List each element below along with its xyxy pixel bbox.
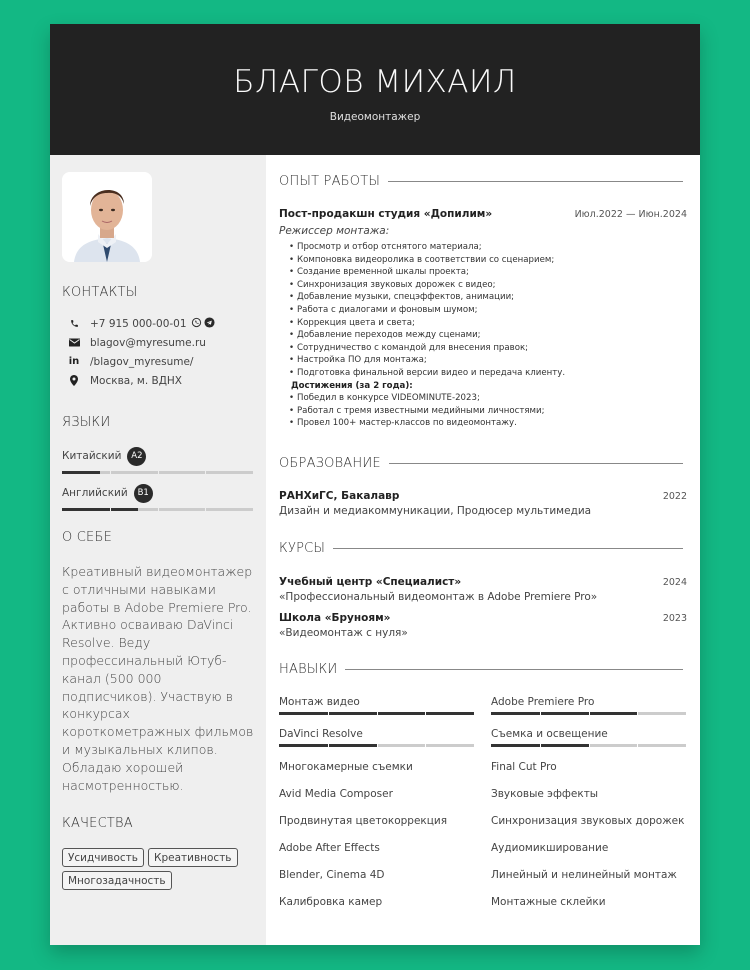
language-level-badge: A2 [127,447,146,466]
rated-skills-grid [279,696,687,747]
job-company: Пост-продакшн студия «Допилим» [279,208,493,220]
candidate-name: БЛАГОВ МИХАИЛ [233,64,517,100]
list-item: • Работал с тремя известными медийными личностями; [279,405,687,418]
list-item: • Настройка ПО для монтажа; [279,354,687,367]
skill-item: Blender, Cinema 4D [279,868,385,881]
phone-icon [66,319,82,328]
course-year: 2023 [662,612,687,624]
courses-heading: КУРСЫ [279,541,687,556]
quality-tag: Многозадачность [62,871,172,890]
skill-progress-bar [491,712,686,715]
contact-linkedin [62,352,254,371]
qualities-heading: КАЧЕСТВА [62,816,133,832]
list-item: • Создание временной шкалы проекта; [279,266,687,279]
quality-tag: Усидчивость [62,848,144,867]
skill-item [491,728,686,747]
course-institution: Учебный центр «Специалист» [279,575,462,588]
about-heading: О СЕБЕ [62,530,112,545]
skill-item: Многокамерные съемки [279,760,413,773]
course-details: «Видеомонтаж с нуля» [279,626,408,639]
contact-phone-text[interactable]: +7 915 000-00-01 [90,317,187,330]
list-item: • Победил в конкурсе VIDEOMINUTE-2023; [279,392,687,405]
job-entry [279,208,687,430]
skill-item: Звуковые эффекты [491,787,599,800]
skill-progress-bar [279,744,474,747]
quality-tag: Креативность [148,848,238,867]
plain-skills-grid [279,760,687,922]
list-item: • Работа с диалогами и фоновым шумом; [279,304,687,317]
list-item: • Провел 100+ мастер-классов по видеомонтажу. [279,417,687,430]
language-name: Китайский [62,450,122,462]
contact-linkedin-text[interactable]: /blagov_myresume/ [90,355,194,368]
skill-name: DaVinci Resolve [279,727,363,740]
achievements-heading: Достижения (за 2 года): [291,380,413,391]
education-institution: РАНХиГС, Бакалавр [279,489,400,502]
course-entry [279,612,687,639]
list-item: • Добавление музыки, спецэффектов, анимации; [279,291,687,304]
contact-location-text: Москва, м. ВДНХ [90,374,182,387]
experience-heading: ОПЫТ РАБОТЫ [279,174,687,189]
skill-name: Съемка и освещение [491,727,608,740]
job-duties-list [279,241,687,380]
job-dates: Июл.2022 — Июн.2024 [574,209,687,220]
skill-item [491,696,686,715]
skills-heading: НАВЫКИ [279,662,687,677]
skill-item: Final Cut Pro [491,760,557,773]
main-content [279,155,687,922]
skill-progress-bar [491,744,686,747]
skill-name: Монтаж видео [279,695,360,708]
skill-progress-bar [279,712,474,715]
course-institution: Школа «Бруноям» [279,611,391,624]
person-portrait-icon [62,172,152,262]
contact-phone [62,314,254,333]
language-progress-bar [62,471,253,474]
languages-list [62,445,254,511]
language-item [62,445,254,474]
list-item: • Компоновка видеоролика в соответствии со сценарием; [279,254,687,267]
job-role: Режиссер монтажа: [279,225,390,237]
skill-item: Adobe After Effects [279,841,380,854]
language-name: Английский [62,487,128,499]
list-item: • Коррекция цвета и света; [279,317,687,330]
achievements-list [279,392,687,430]
course-entry [279,576,687,603]
skill-item: Продвинутая цветокоррекция [279,814,448,827]
location-pin-icon [66,375,82,386]
sidebar [50,155,266,945]
list-item: • Добавление переходов между сценами; [279,329,687,342]
contacts-heading: КОНТАКТЫ [62,285,138,300]
language-level-badge: B1 [134,484,153,503]
education-heading: ОБРАЗОВАНИЕ [279,456,687,471]
profile-photo [62,172,152,262]
qualities-list [62,848,257,890]
skill-item: Аудиомикширование [491,841,609,854]
contact-email-text[interactable]: blagov@myresume.ru [90,336,206,349]
education-details: Дизайн и медиакоммуникации, Продюсер мультимедиа [279,504,592,517]
list-item: • Просмотр и отбор отснятого материала; [279,241,687,254]
telegram-icon[interactable] [204,317,215,331]
contact-email [62,333,254,352]
skill-item: Avid Media Composer [279,787,393,800]
resume-header [50,24,700,155]
candidate-position: Видеомонтажер [329,111,421,123]
education-year: 2022 [662,490,687,502]
list-item: • Синхронизация звуковых дорожек с видео; [279,279,687,292]
email-icon [66,338,82,347]
skill-item: Калибровка камер [279,895,383,908]
linkedin-icon: in [68,356,80,367]
skill-item: Монтажные склейки [491,895,606,908]
course-year: 2024 [662,576,687,588]
resume-page [50,24,700,945]
skill-item [279,696,474,715]
list-item: • Подготовка финальной версии видео и передача клиенту. [279,367,687,380]
skill-item: Синхронизация звуковых дорожек [491,814,685,827]
course-details: «Профессиональный видеомонтаж в Adobe Premiere Pro» [279,590,598,603]
contacts-list [62,314,254,390]
about-text: Креативный видеомонтажер с отличными навыками работы в Adobe Premiere Pro. Активно осваиваю DaVinci Resolve. Веду профессинальный Ютуб-канал (500 000 подписчиков). Участвую в конкурсах короткометражных фильмов и музыкальных клипов. Обладаю хорошей насмотренностью. [62,564,254,793]
language-progress-bar [62,508,253,511]
contact-location [62,371,254,390]
language-item [62,482,254,511]
education-entry [279,490,687,517]
whatsapp-icon[interactable] [191,317,202,331]
skill-item [279,728,474,747]
list-item: • Сотрудничество с командой для внесения правок; [279,342,687,355]
languages-heading: ЯЗЫКИ [62,415,111,430]
skill-name: Adobe Premiere Pro [491,695,595,708]
skill-item: Линейный и нелинейный монтаж [491,868,677,881]
